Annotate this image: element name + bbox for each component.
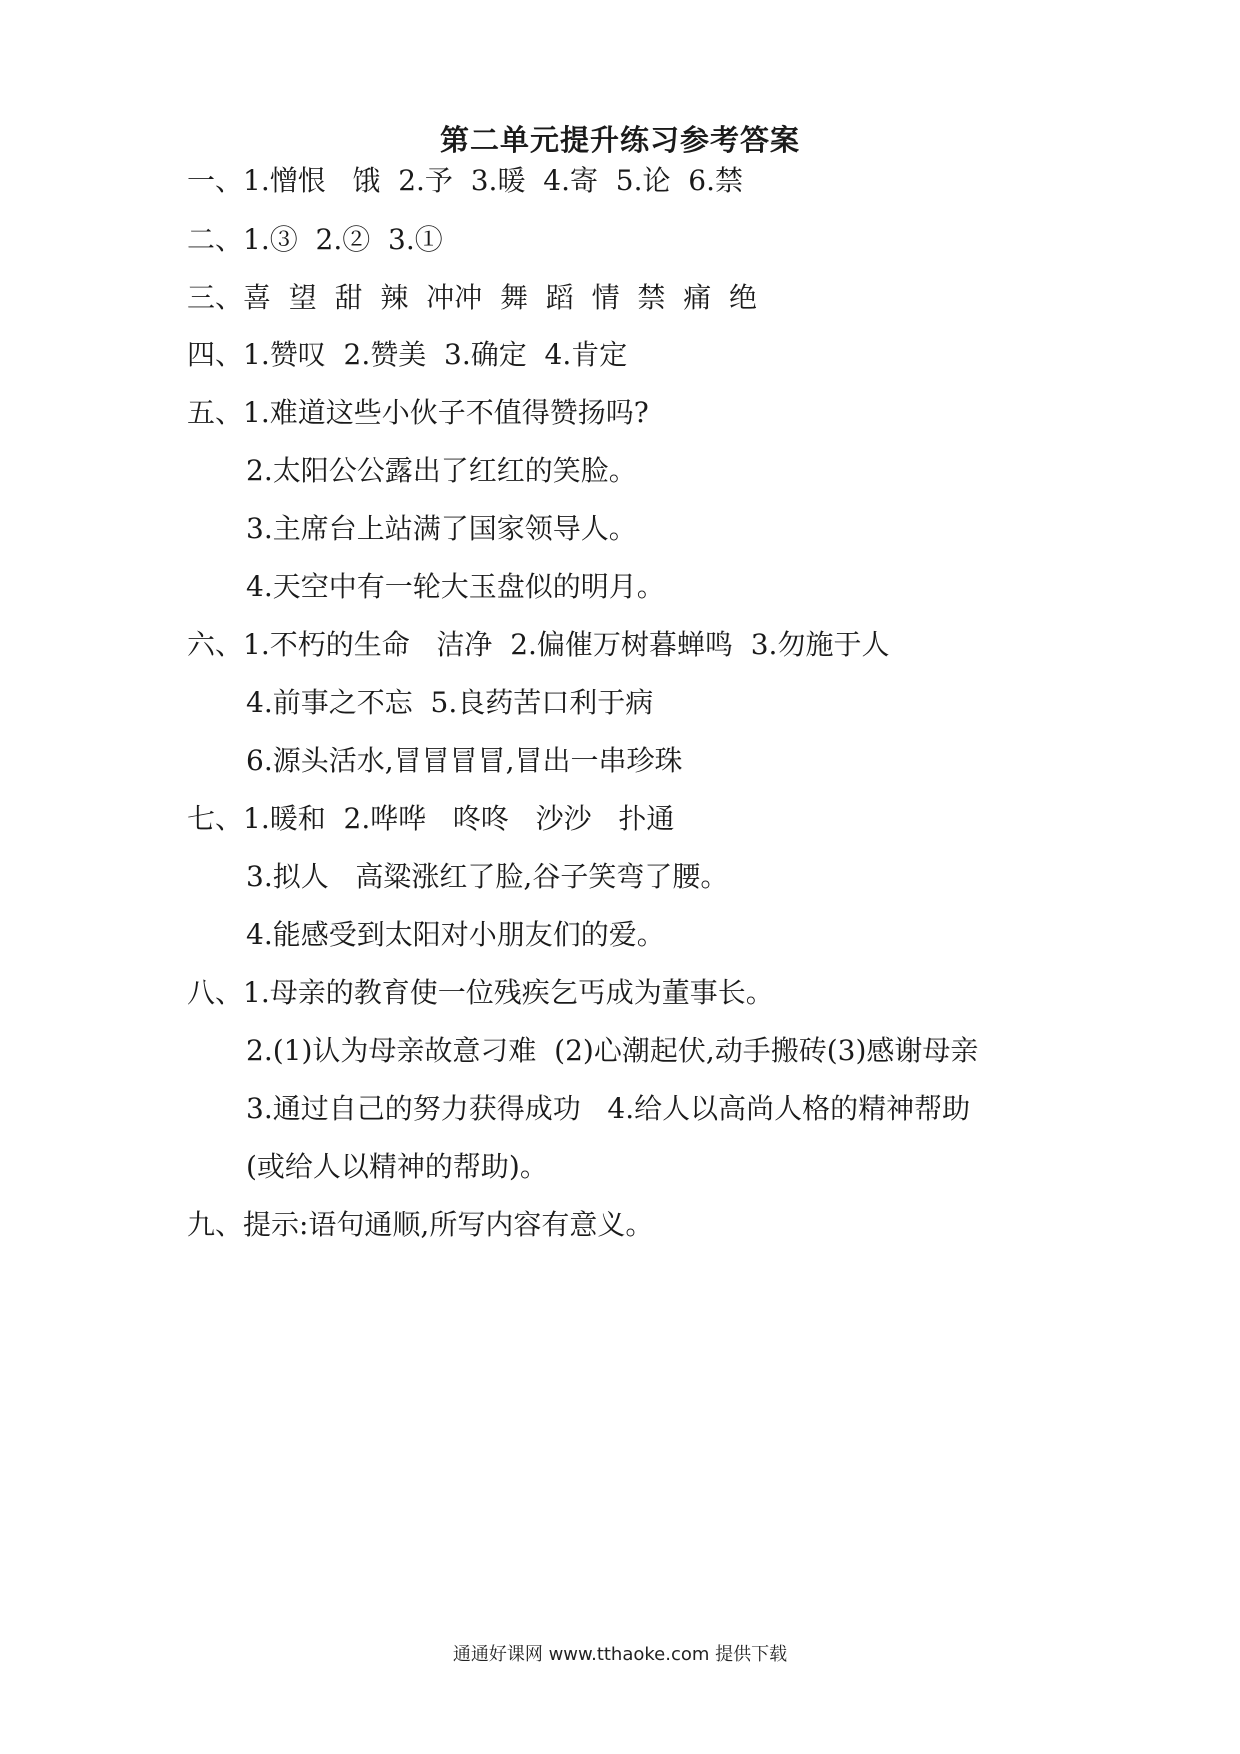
answer-line-10: 4.前事之不忘 5.良药苦口利于病 — [246, 686, 654, 719]
answer-line-15: 八、1.母亲的教育使一位残疾乞丐成为董事长。 — [187, 976, 774, 1009]
page-title: 第二单元提升练习参考答案 — [439, 123, 800, 157]
answer-line-6: 2.太阳公公露出了红红的笑脸。 — [246, 454, 637, 487]
answer-line-3: 三、喜 望 甜 辣 冲冲 舞 蹈 情 禁 痛 绝 — [187, 281, 758, 314]
answer-line-16: 2.(1)认为母亲故意刁难 (2)心潮起伏,动手搬砖(3)感谢母亲 — [246, 1034, 979, 1067]
answer-line-13: 3.拟人 高粱涨红了脸,谷子笑弯了腰。 — [246, 860, 729, 893]
answer-line-9: 六、1.不朽的生命 洁净 2.偏催万树暮蝉鸣 3.勿施于人 — [187, 628, 890, 661]
answer-line-14: 4.能感受到太阳对小朋友们的爱。 — [246, 918, 665, 951]
page-footer: 通通好课网 www.tthaoke.com 提供下载 — [452, 1644, 788, 1665]
answer-line-8: 4.天空中有一轮大玉盘似的明月。 — [246, 570, 665, 603]
answer-line-5: 五、1.难道这些小伙子不值得赞扬吗? — [187, 396, 649, 429]
answer-line-17: 3.通过自己的努力获得成功 4.给人以高尚人格的精神帮助 — [246, 1092, 971, 1125]
answer-line-7: 3.主席台上站满了国家领导人。 — [246, 512, 637, 545]
answer-line-2: 二、1.③ 2.② 3.① — [187, 223, 443, 256]
answer-line-11: 6.源头活水,冒冒冒冒,冒出一串珍珠 — [246, 744, 683, 777]
answer-line-1: 一、1.憎恨 饿 2.予 3.暖 4.寄 5.论 6.禁 — [187, 164, 743, 197]
answer-line-4: 四、1.赞叹 2.赞美 3.确定 4.肯定 — [187, 338, 628, 371]
answer-line-18: (或给人以精神的帮助)。 — [246, 1150, 548, 1183]
answer-line-19: 九、提示:语句通顺,所写内容有意义。 — [187, 1208, 654, 1241]
answer-line-12: 七、1.暖和 2.哗哗 咚咚 沙沙 扑通 — [187, 802, 675, 835]
